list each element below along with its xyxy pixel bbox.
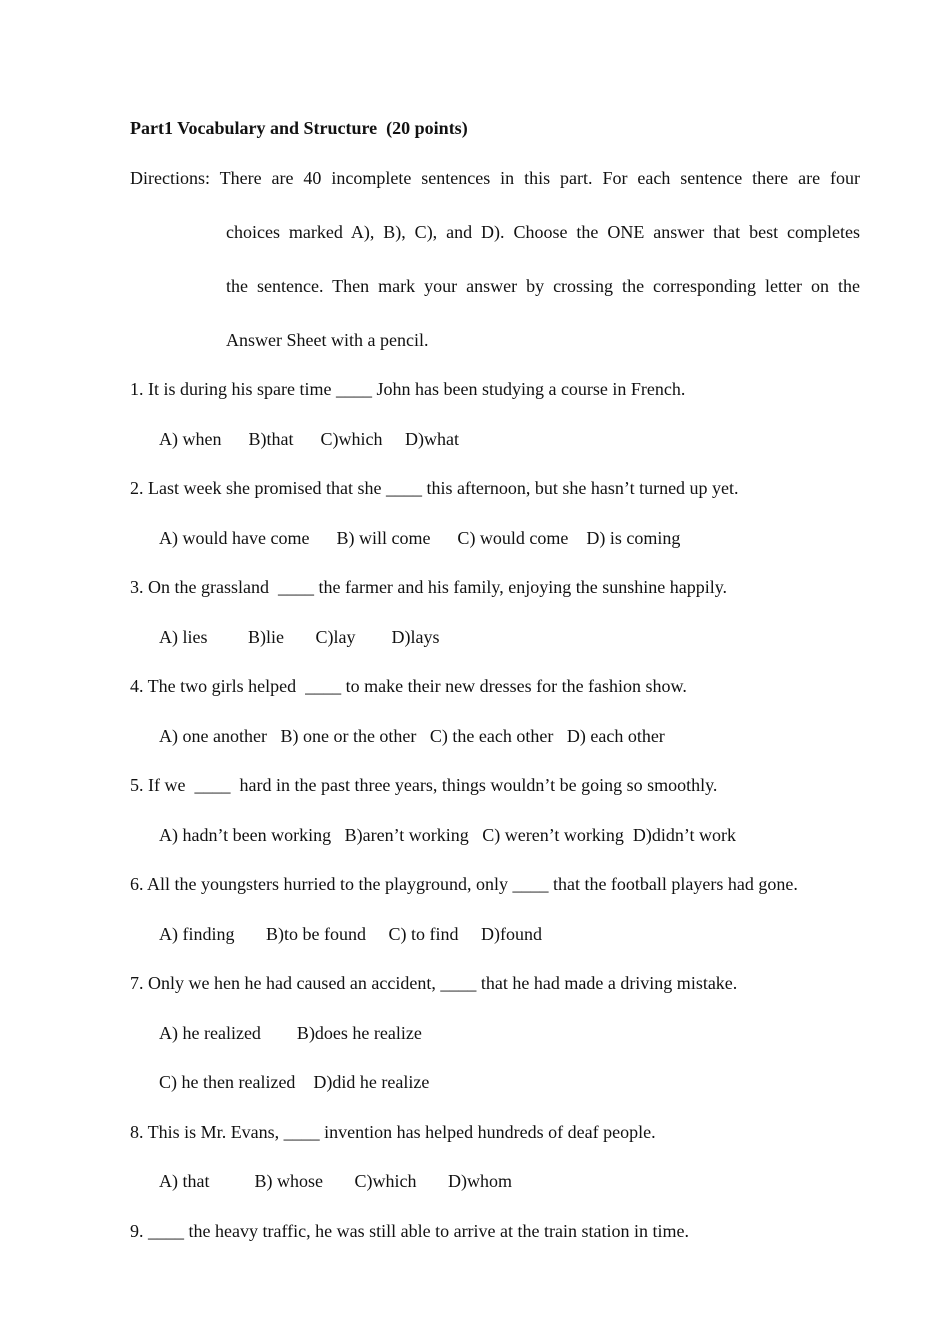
question-5: 5. If we ____ hard in the past three years, things wouldn’t be going so smoothly. [130, 775, 718, 795]
question-7-options-row-1: A) he realized B)does he realize [159, 1022, 422, 1043]
question-8: 8. This is Mr. Evans, ____ invention has helped hundreds of deaf people. [130, 1121, 656, 1142]
question-7-options-row-2: C) he then realized D)did he realize [159, 1072, 430, 1092]
question-6-options: A) finding B)to be found C) to find D)found [159, 923, 542, 944]
directions-line-2: choices marked A), B), C), and D). Choose the ONE answer that best completes [226, 222, 860, 242]
question-2: 2. Last week she promised that she ____ this afternoon, but she hasn’t turned up yet. [130, 478, 739, 498]
directions-line-4: Answer Sheet with a pencil. [226, 330, 429, 350]
question-6: 6. All the youngsters hurried to the playground, only ____ that the football players had gone. [130, 874, 798, 894]
question-4: 4. The two girls helped ____ to make their new dresses for the fashion show. [130, 676, 687, 696]
question-2-options: A) would have come B) will come C) would come D) is coming [159, 527, 681, 548]
question-3-options: A) lies B)lie C)lay D)lays [159, 626, 440, 647]
question-8-options: A) that B) whose C)which D)whom [159, 1171, 512, 1191]
question-7: 7. Only we hen he had caused an accident, ____ that he had made a driving mistake. [130, 973, 738, 993]
question-1-options: A) when B)that C)which D)what [159, 428, 459, 449]
exam-page [130, 118, 860, 1270]
question-9: 9. ____ the heavy traffic, he was still able to arrive at the train station in time. [130, 1220, 690, 1241]
directions-line-1: Directions: There are 40 incomplete sentences in this part. For each sentence there are four [130, 168, 860, 188]
section-heading: Part1 Vocabulary and Structure (20 points) [130, 118, 468, 138]
question-1: 1. It is during his spare time ____ John has been studying a course in French. [130, 379, 686, 399]
question-5-options: A) hadn’t been working B)aren’t working C) weren’t working D)didn’t work [159, 824, 737, 845]
directions-line-3: the sentence. Then mark your answer by crossing the corresponding letter on the [226, 276, 860, 296]
question-3: 3. On the grassland ____ the farmer and his family, enjoying the sunshine happily. [130, 577, 728, 597]
question-4-options: A) one another B) one or the other C) the each other D) each other [159, 725, 665, 746]
